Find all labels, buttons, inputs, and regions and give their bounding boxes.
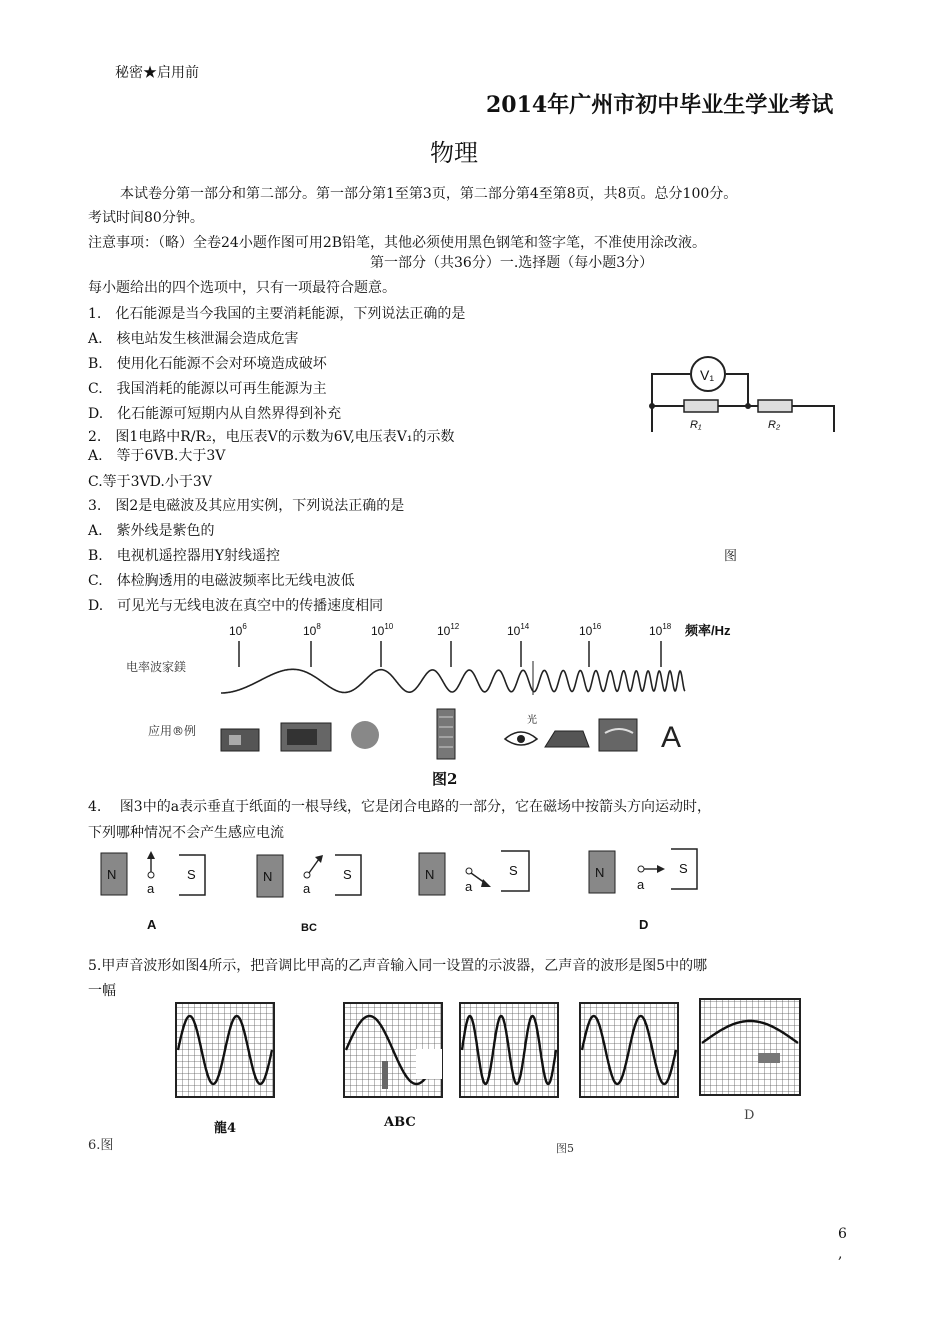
freq-unit: 频率/Hz bbox=[685, 623, 731, 638]
figure-2-spectrum bbox=[215, 615, 775, 795]
svg-text:N: N bbox=[595, 865, 605, 880]
voltmeter-label: V₁ bbox=[700, 367, 715, 383]
fig2-row1-label: 电率波家鎂 bbox=[126, 660, 187, 674]
satellite-dish-icon bbox=[351, 721, 379, 749]
figure-5-caption: 图5 bbox=[556, 1142, 574, 1155]
q4-stem-2: 下列哪种情况不会产生感应电流 bbox=[88, 825, 284, 841]
figure-2-caption: 图2 bbox=[432, 770, 458, 788]
r2-label: R₂ bbox=[768, 419, 781, 431]
freq-label-1e8: $10^8$ bbox=[303, 622, 321, 638]
freq-label-1e14: $10^{14}$ bbox=[507, 622, 530, 638]
section-heading: 第一部分（共36分）一.选择题（每小题3分） bbox=[370, 255, 654, 271]
spectrum-wave bbox=[221, 669, 685, 693]
application-icons bbox=[221, 709, 681, 759]
q1-option-c: C. 我国消耗的能源以可再生能源为主 bbox=[88, 381, 327, 397]
figure-1-caption: 图 bbox=[724, 549, 738, 564]
q4-option-c-figure bbox=[419, 851, 529, 895]
xray-icon bbox=[599, 719, 637, 751]
mark-letter-a: A bbox=[661, 721, 682, 754]
figure-5-options: ABC bbox=[384, 1115, 416, 1130]
notes: 注意事项：（略）全卷24小题作图可用2B铅笔，其他必须使用黑色钢笔和签字笔，不准使用涂改液。 bbox=[88, 235, 707, 251]
q4-stem-1: 4. 图3中的a表示垂直于纸面的一根导线，它是闭合电路的一部分，它在磁场中按箭头方向运动时， bbox=[88, 799, 712, 815]
svg-text:S: S bbox=[343, 867, 352, 882]
svg-text:a: a bbox=[465, 879, 473, 894]
q3-stem: 3. 图2是电磁波及其应用实例，下列说法正确的是 bbox=[88, 498, 405, 514]
subject-title: 物理 bbox=[430, 139, 478, 167]
freq-label-1e10: $10^{10}$ bbox=[371, 622, 394, 638]
light-label: 光 bbox=[527, 715, 537, 726]
q1-option-b: B. 使用化石能源不会对环境造成破坏 bbox=[88, 356, 327, 372]
svg-text:N: N bbox=[107, 867, 117, 882]
uv-lamp-icon bbox=[545, 731, 589, 747]
figure-3-magnets bbox=[95, 845, 715, 935]
q4-option-a-figure bbox=[101, 851, 205, 932]
page-number: 6 bbox=[838, 1226, 847, 1242]
instruction: 每小题给出的四个选项中，只有一项最符合题意。 bbox=[88, 280, 396, 296]
q1-stem: 1. 化石能源是当今我国的主要消耗能源，下列说法正确的是 bbox=[88, 306, 466, 322]
intro-line-1: 本试卷分第一部分和第二部分。第一部分第1至第3页，第二部分第4至第8页，共8页。总分100分。 bbox=[120, 186, 738, 202]
freq-label-1e12: $10^{12}$ bbox=[437, 622, 460, 638]
q4-label-a: A bbox=[147, 917, 157, 932]
svg-text:S: S bbox=[187, 867, 196, 882]
r1-label: R₁ bbox=[690, 419, 702, 431]
freq-label-1e16: $10^{16}$ bbox=[579, 622, 602, 638]
q1-option-d: D. 化石能源可短期内从自然界得到补充 bbox=[88, 406, 342, 422]
svg-text:S: S bbox=[679, 861, 688, 876]
svg-text:N: N bbox=[263, 869, 273, 884]
intro-line-2: 考试时间80分钟。 bbox=[88, 210, 204, 226]
q3-option-c: C. 体检胸透用的电磁波频率比无线电波低 bbox=[88, 573, 355, 589]
fig2-row2-label: 应用®例 bbox=[148, 724, 197, 738]
q3-option-b: B. 电视机遥控器用Y射线遥控 bbox=[88, 548, 280, 564]
svg-text:a: a bbox=[303, 881, 311, 896]
q2-stem: 2. 图1电路中R/R₂，电压表V的示数为6V,电压表V₁的示数 bbox=[88, 429, 455, 445]
page-mark: , bbox=[838, 1246, 843, 1262]
q3-option-a: A. 紫外线是紫色的 bbox=[88, 523, 215, 539]
figure-4-5-oscilloscopes bbox=[170, 995, 810, 1105]
freq-label-1e18: $10^{18}$ bbox=[649, 622, 672, 638]
figure-4-caption: 龍4 bbox=[214, 1121, 237, 1136]
figure-5-d-label: D bbox=[744, 1108, 755, 1123]
q5-stem-2: 一幅 bbox=[88, 983, 116, 999]
q1-option-a: A. 核电站发生核泄漏会造成危害 bbox=[88, 331, 299, 347]
resistor-r2-icon bbox=[758, 400, 792, 412]
svg-text:S: S bbox=[509, 863, 518, 878]
exam-title: 2014年广州市初中毕业生学业考试 bbox=[486, 92, 834, 118]
figure-1-circuit bbox=[640, 352, 840, 434]
q6-cut-text: 6.图 bbox=[88, 1138, 114, 1153]
q4-label-d: D bbox=[639, 917, 649, 932]
confidential-label: 秘密★启用前 bbox=[115, 65, 199, 81]
q3-option-d: D. 可见光与无线电波在真空中的传播速度相同 bbox=[88, 598, 384, 614]
q4-option-d-figure bbox=[589, 849, 697, 932]
freq-label-1e6: $10^6$ bbox=[229, 622, 247, 638]
svg-text:a: a bbox=[637, 877, 645, 892]
fig5-screen-d bbox=[700, 999, 800, 1095]
q4-label-bc: BC bbox=[301, 922, 317, 934]
q5-stem-1: 5.甲声音波形如图4所示，把音调比甲高的乙声音输入同一设置的示波器，乙声音的波形是图5中的哪 bbox=[88, 958, 708, 974]
svg-text:N: N bbox=[425, 867, 435, 882]
q4-option-b-figure bbox=[257, 855, 361, 934]
q2-option-a: A. 等于6VB.大于3V bbox=[88, 448, 226, 464]
svg-text:a: a bbox=[147, 881, 155, 896]
q2-option-c: C.等于3VD.小于3V bbox=[88, 474, 212, 490]
resistor-r1-icon bbox=[684, 400, 718, 412]
